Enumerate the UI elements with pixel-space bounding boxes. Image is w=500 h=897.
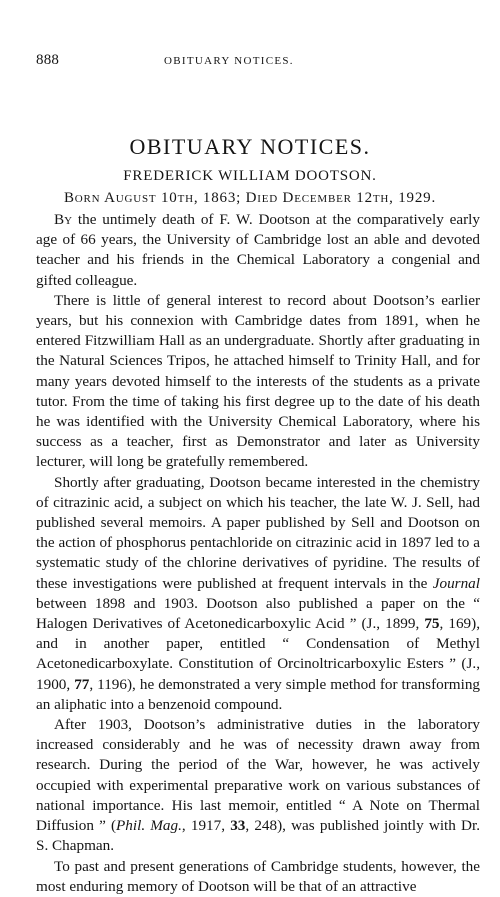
paragraph-1-text: the untimely death of F. W. Dootson at the comparatively early age of 66 years, the University of Cambridge lost an able and devoted teacher and his friends in the Chemical Laboratory a congenial and gifted colleague.	[36, 211, 480, 289]
paragraph-4-text-c: , 248), was published jointly with Dr. S. Chapman.	[36, 817, 480, 855]
paragraph-3	[36, 473, 480, 715]
paragraph-2: There is little of general interest to record about Dootson’s earlier years, but his connexion with Cambridge dates from 1891, when he entered Fitzwilliam Hall as an undergraduate. Shortly after graduating in the Natural Sciences Tripos, he attached himself to Trinity Hall, and for many years devoted himself to the interests of the students as a private tutor. From the time of taking his first degree up to the date of his death he was identified with the University Chemical Laboratory, where his success as a teacher, first as Demonstrator and later as University lecturer, will long be gratefully remembered.	[36, 291, 480, 471]
paragraph-4-text-a: After 1903, Dootson’s administrative duties in the laboratory increased considerably and he was of necessity drawn away from research. During the period of the War, however, he was actively occupied with experimental preparative work on various substances of national importance. His last memoir, entitled “ A Note on Thermal Diffusion ” (	[36, 716, 480, 835]
running-header	[36, 52, 476, 72]
volume-number: 77	[74, 675, 90, 693]
volume-number: 33	[230, 817, 246, 835]
obituary-body	[36, 210, 480, 897]
paragraph-3-text-c: , 169), and in another paper, entitled “ Condensation of Methyl Acetonedicarboxylate. Constitution of Orcinoltricarboxylic Esters ” (J., 1900,	[36, 615, 480, 693]
subject-name: FREDERICK WILLIAM DOOTSON.	[123, 168, 377, 184]
paragraph-4	[36, 715, 480, 856]
page-number: 888	[36, 52, 60, 68]
paragraph-5: To past and present generations of Cambridge students, however, the most enduring memory of Dootson will be that of an attractive	[36, 857, 480, 895]
paragraph-3-text-b: between 1898 and 1903. Dootson also published a paper on the “ Halogen Derivatives of Acetonedicarboxylic Acid ” (J., 1899,	[36, 594, 480, 633]
life-dates: Born August 10th, 1863; Died December 12th, 1929.	[63, 190, 437, 206]
paragraph-1	[36, 210, 480, 291]
paragraph-3-text-d: , 1196), he demonstrated a very simple method for transforming an aliphatic into a benzenoid compound.	[36, 675, 481, 713]
paragraph-3-text-a: Shortly after graduating, Dootson became interested in the chemistry of citrazinic acid, a subject on which his teacher, the late W. J. Sell, had published several memoirs. A paper published by Sell and Dootson on the action of phosphorus pentachloride on citrazinic acid in 1897 led to a systematic study of the chlorine derivatives of pyridine. The results of these investigations were published at frequent intervals in the	[36, 473, 480, 592]
opening-word: By	[54, 211, 73, 228]
journal-title: Journal	[432, 574, 480, 592]
volume-number: 75	[424, 615, 440, 633]
journal-title: Phil. Mag.	[116, 817, 182, 835]
paragraph-4-text-b: , 1917,	[181, 817, 231, 835]
running-title: OBITUARY NOTICES.	[164, 55, 294, 67]
notice-title: OBITUARY NOTICES.	[129, 134, 371, 159]
